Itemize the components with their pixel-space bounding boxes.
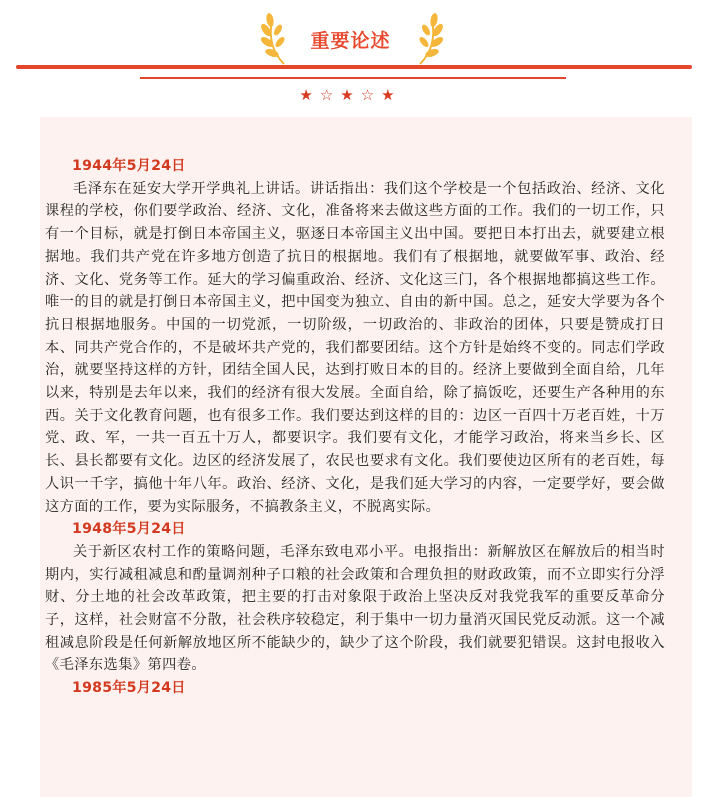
entry-1985 — [45, 677, 665, 700]
title-divider-thin — [140, 77, 566, 79]
entry-date: 1948年5月24日 — [72, 521, 186, 538]
entry-1944 — [45, 155, 665, 518]
article-body — [45, 155, 665, 700]
header — [0, 0, 701, 112]
title-divider-thick — [16, 65, 692, 69]
entry-date: 1944年5月24日 — [72, 158, 186, 174]
entry-date: 1985年5月24日 — [72, 680, 186, 697]
section-title: 重要论述 — [310, 30, 391, 52]
entry-1948 — [45, 518, 665, 677]
entry-text: 关于新区农村工作的策略问题，毛泽东致电邓小平。电报指出：新解放区在解放后的相当时期内，实行减租减息和酌量调剂种子口粮的社会政策和合理负担的财政政策，而不立即实行分浮财、分土地的社会改革政策，把主要的打击对象限于政治上坚决反对我党我军的重要反革命分子，这样，社会财富不分散，社会秩序较稳定，利于集中一切力量消灭国民党反动派。这一个减租减息阶段是任何新解放地区所不能缺少的，缺少了这个阶段，我们就要犯错误。这封电报收入《毛泽东选集》第四卷。 — [45, 543, 665, 674]
entry-text: 毛泽东在延安大学开学典礼上讲话。讲话指出：我们这个学校是一个包括政治、经济、文化课程的学校，你们要学政治、经济、文化，准备将来去做这些方面的工作。我们的一切工作，只有一个目标，就是打倒日本帝国主义，驱逐日本帝国主义出中国。要把日本打出去，就要建立根据地。我们共产党在许多地方创造了抗日的根据地。我们有了根据地，就要做军事、政治、经济、文化、党务等工作。延大的学习偏重政治、经济、文化这三门，各个根据地都搞这些工作。唯一的目的就是打倒日本帝国主义，把中国变为独立、自由的新中国。总之，延安大学要为各个抗日根据地服务。中国的一切党派，一切阶级，一切政治的、非政治的团体，只要是赞成打日本、同共产党合作的，不是破坏共产党的，我们都要团结。这个方针是始终不变的。同志们学政治，就要坚持这样的方针，团结全国人民，达到打败日本的目的。经济上要做到全面自给，几年以来，特别是去年以来，我们的经济有很大发展。全面自给，除了搞饭吃，还要生产各种用的东西。关于文化教育问题，也有很多工作。我们要达到这样的目的：边区一百四十万老百姓，十万党、政、军，一共一百五十万人，都要识字。我们要有文化，才能学习政治，将来当乡长、区长、县长都要有文化。边区的经济发展了，农民也要求有文化。我们要使边区所有的老百姓，每人识一千字，搞他十年八年。政治、经济、文化，是我们延大学习的内容，一定要学好，要会做这方面的工作，要为实际服务，不搞教条主义，不脱离实际。 — [45, 180, 665, 515]
star-rating-decoration: ★☆★☆★ — [299, 86, 402, 104]
